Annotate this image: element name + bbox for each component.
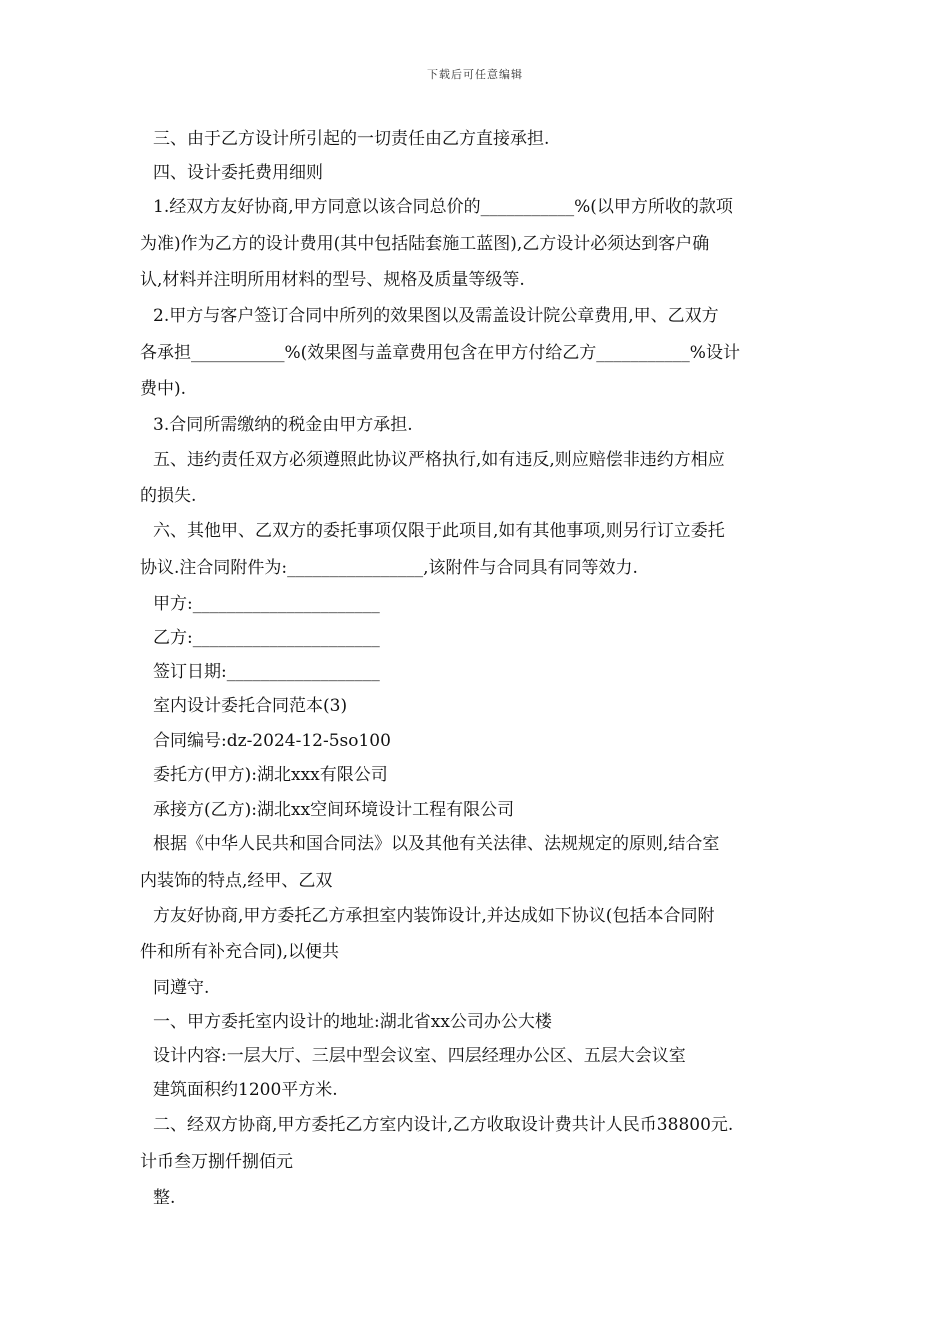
paragraph-line: 六、其他甲、乙双方的委托事项仅限于此项目,如有其他事项,则另行订立委托	[153, 521, 725, 541]
client-party: 委托方(甲方):湖北xxx有限公司	[153, 765, 388, 785]
paragraph-line: 三、由于乙方设计所引起的一切责任由乙方直接承担.	[153, 129, 550, 149]
signature-party-a: 甲方:______________________	[153, 594, 380, 614]
paragraph-line: 设计内容:一层大厅、三层中型会议室、四层经理办公区、五层大会议室	[153, 1046, 686, 1066]
paragraph-line: 各承担___________%(效果图与盖章费用包含在甲方付给乙方___________%设计	[140, 343, 740, 363]
paragraph-line: 同遵守.	[153, 978, 210, 998]
paragraph-line: 的损失.	[140, 486, 197, 506]
paragraph-line: 根据《中华人民共和国合同法》以及其他有关法律、法规规定的原则,结合室	[153, 834, 720, 854]
paragraph-line: 建筑面积约1200平方米.	[153, 1080, 338, 1100]
contract-number: 合同编号:dz-2024-12-5so100	[153, 731, 391, 751]
section-heading: 四、设计委托费用细则	[153, 163, 323, 183]
paragraph-line: 3.合同所需缴纳的税金由甲方承担.	[153, 415, 413, 435]
contractor-party: 承接方(乙方):湖北xx空间环境设计工程有限公司	[153, 800, 515, 820]
paragraph-line: 2.甲方与客户签订合同中所列的效果图以及需盖设计院公章费用,甲、乙双方	[153, 306, 719, 326]
paragraph-line: 协议.注合同附件为:________________,该附件与合同具有同等效力.	[140, 558, 638, 578]
paragraph-line: 内装饰的特点,经甲、乙双	[140, 871, 333, 891]
paragraph-line: 五、违约责任双方必须遵照此协议严格执行,如有违反,则应赔偿非违约方相应	[153, 450, 725, 470]
paragraph-line: 二、经双方协商,甲方委托乙方室内设计,乙方收取设计费共计人民币38800元.	[153, 1115, 734, 1135]
paragraph-line: 认,材料并注明所用材料的型号、规格及质量等级等.	[140, 270, 525, 290]
signature-party-b: 乙方:______________________	[153, 628, 380, 648]
paragraph-line: 整.	[153, 1188, 176, 1208]
paragraph-line: 计币叁万捌仟捌佰元	[140, 1152, 293, 1172]
paragraph-line: 一、甲方委托室内设计的地址:湖北省xx公司办公大楼	[153, 1012, 552, 1032]
paragraph-line: 1.经双方友好协商,甲方同意以该合同总价的___________%(以甲方所收的款项	[153, 197, 733, 217]
contract-title: 室内设计委托合同范本(3)	[153, 696, 348, 716]
page-header-note: 下载后可任意编辑	[427, 68, 523, 81]
paragraph-line: 方友好协商,甲方委托乙方承担室内装饰设计,并达成如下协议(包括本合同附	[153, 906, 715, 926]
signing-date: 签订日期:__________________	[153, 662, 380, 682]
paragraph-line: 费中).	[140, 379, 187, 399]
paragraph-line: 为准)作为乙方的设计费用(其中包括陆套施工蓝图),乙方设计必须达到客户确	[140, 234, 710, 254]
paragraph-line: 件和所有补充合同),以便共	[140, 942, 340, 962]
